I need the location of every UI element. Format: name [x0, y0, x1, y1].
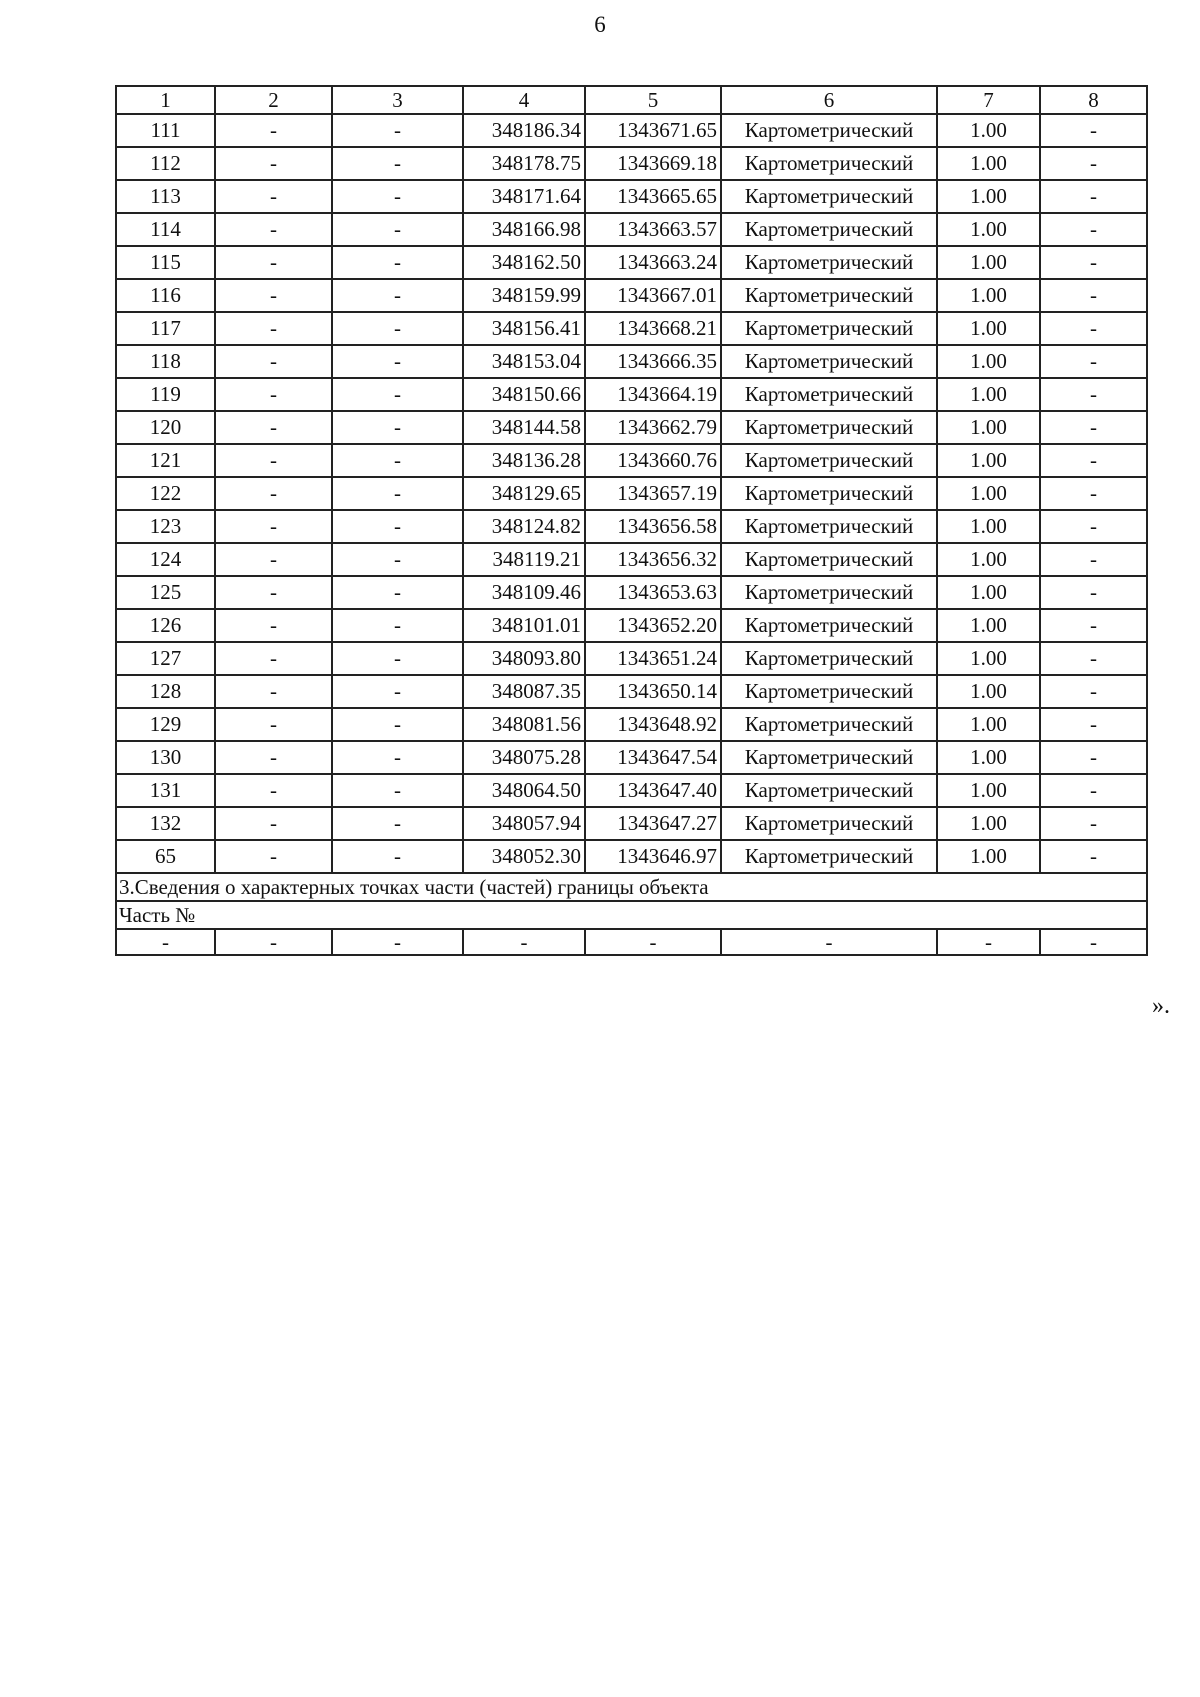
table-cell: - — [1040, 114, 1147, 147]
table-cell: 128 — [116, 675, 215, 708]
table-cell: Картометрический — [721, 147, 937, 180]
closing-quote-mark: ». — [1152, 993, 1170, 1019]
table-cell: 1.00 — [937, 180, 1040, 213]
table-cell: 125 — [116, 576, 215, 609]
table-cell: 123 — [116, 510, 215, 543]
table-row — [116, 741, 1147, 774]
table-cell: 348075.28 — [463, 741, 585, 774]
section-heading-row — [116, 873, 1147, 901]
table-cell: 1343647.27 — [585, 807, 721, 840]
table-cell: 348156.41 — [463, 312, 585, 345]
table-cell: 348109.46 — [463, 576, 585, 609]
table-cell: Картометрический — [721, 576, 937, 609]
table-cell: - — [332, 213, 463, 246]
table-cell: - — [721, 929, 937, 955]
table-cell: 348159.99 — [463, 279, 585, 312]
table-cell: 348171.64 — [463, 180, 585, 213]
table-cell: - — [1040, 411, 1147, 444]
column-header: 1 — [116, 86, 215, 114]
table-cell: 1.00 — [937, 675, 1040, 708]
table-cell: - — [215, 576, 332, 609]
table-cell: - — [1040, 180, 1147, 213]
table-cell: 1.00 — [937, 279, 1040, 312]
table-cell: 348057.94 — [463, 807, 585, 840]
table-row — [116, 279, 1147, 312]
table-cell: - — [332, 345, 463, 378]
table-cell: Картометрический — [721, 675, 937, 708]
table-cell: - — [332, 929, 463, 955]
table-cell: 126 — [116, 609, 215, 642]
table-cell: 1.00 — [937, 444, 1040, 477]
table-cell: Картометрический — [721, 213, 937, 246]
table-cell: Картометрический — [721, 609, 937, 642]
table-cell: 1.00 — [937, 378, 1040, 411]
table-cell: - — [332, 708, 463, 741]
table-cell: - — [332, 411, 463, 444]
table-cell: 1343651.24 — [585, 642, 721, 675]
table-cell: 118 — [116, 345, 215, 378]
table-cell: 348150.66 — [463, 378, 585, 411]
table-cell: 1.00 — [937, 411, 1040, 444]
table-cell: Картометрический — [721, 279, 937, 312]
table-cell: 1343650.14 — [585, 675, 721, 708]
column-header: 3 — [332, 86, 463, 114]
table-cell: 114 — [116, 213, 215, 246]
table-cell: 1.00 — [937, 741, 1040, 774]
table-cell: - — [215, 444, 332, 477]
table-cell: 1.00 — [937, 477, 1040, 510]
table-cell: - — [1040, 279, 1147, 312]
table-cell: 348101.01 — [463, 609, 585, 642]
table-cell: 65 — [116, 840, 215, 873]
table-cell: 129 — [116, 708, 215, 741]
page-number: 6 — [594, 12, 606, 37]
table-cell: - — [116, 929, 215, 955]
table-cell: 1343671.65 — [585, 114, 721, 147]
part-label-row — [116, 901, 1147, 929]
table-cell: - — [1040, 708, 1147, 741]
table-row — [116, 444, 1147, 477]
table-cell: - — [1040, 642, 1147, 675]
table-row — [116, 609, 1147, 642]
table-cell: Картометрический — [721, 774, 937, 807]
table-cell: - — [1040, 675, 1147, 708]
table-cell: - — [215, 345, 332, 378]
table-cell: - — [332, 675, 463, 708]
table-cell: 1343648.92 — [585, 708, 721, 741]
table-row — [116, 147, 1147, 180]
table-row — [116, 411, 1147, 444]
table-cell: - — [1040, 576, 1147, 609]
table-cell: - — [1040, 840, 1147, 873]
table-cell: - — [332, 609, 463, 642]
table-cell: 119 — [116, 378, 215, 411]
table-cell: 1343647.40 — [585, 774, 721, 807]
table-cell: 111 — [116, 114, 215, 147]
table-cell: 1343665.65 — [585, 180, 721, 213]
table-cell: - — [215, 180, 332, 213]
table-cell: 348144.58 — [463, 411, 585, 444]
table-cell: - — [215, 378, 332, 411]
table-cell: 348093.80 — [463, 642, 585, 675]
table-cell: - — [215, 411, 332, 444]
table-cell: 1.00 — [937, 246, 1040, 279]
table-cell: - — [1040, 246, 1147, 279]
table-cell: - — [332, 444, 463, 477]
table-row — [116, 774, 1147, 807]
table-cell: - — [332, 114, 463, 147]
table-cell: - — [215, 510, 332, 543]
column-header: 4 — [463, 86, 585, 114]
table-cell: - — [215, 279, 332, 312]
table-cell: 1343667.01 — [585, 279, 721, 312]
table-cell: - — [332, 576, 463, 609]
table-cell: - — [215, 477, 332, 510]
table-cell: - — [215, 609, 332, 642]
table-cell: - — [215, 213, 332, 246]
table-cell: - — [215, 312, 332, 345]
table-cell: 1.00 — [937, 807, 1040, 840]
table-cell: 348162.50 — [463, 246, 585, 279]
table-row — [116, 114, 1147, 147]
table-cell: - — [332, 180, 463, 213]
table-cell: Картометрический — [721, 510, 937, 543]
table-cell: Картометрический — [721, 642, 937, 675]
table-row — [116, 378, 1147, 411]
table-cell: Картометрический — [721, 180, 937, 213]
table-cell: 1.00 — [937, 114, 1040, 147]
table-cell: 348136.28 — [463, 444, 585, 477]
table-cell: 348052.30 — [463, 840, 585, 873]
table-cell: 348129.65 — [463, 477, 585, 510]
section-heading: 3.Сведения о характерных точках части (частей) границы объекта — [116, 873, 1147, 901]
table-cell: - — [1040, 543, 1147, 576]
table-cell: 348119.21 — [463, 543, 585, 576]
table-row — [116, 675, 1147, 708]
table-cell: 1.00 — [937, 609, 1040, 642]
table-cell: - — [1040, 213, 1147, 246]
table-row — [116, 246, 1147, 279]
table-cell: - — [215, 807, 332, 840]
table-cell: 1.00 — [937, 147, 1040, 180]
table-cell: 348124.82 — [463, 510, 585, 543]
table-cell: - — [332, 774, 463, 807]
table-cell: - — [1040, 477, 1147, 510]
table-cell: - — [215, 543, 332, 576]
table-cell: - — [332, 378, 463, 411]
table-cell: - — [937, 929, 1040, 955]
table-row — [116, 510, 1147, 543]
table-row — [116, 642, 1147, 675]
column-header: 7 — [937, 86, 1040, 114]
table-cell: - — [1040, 807, 1147, 840]
table-cell: 1.00 — [937, 576, 1040, 609]
table-cell: 1.00 — [937, 840, 1040, 873]
table-cell: - — [585, 929, 721, 955]
table-cell: - — [1040, 378, 1147, 411]
table-cell: 122 — [116, 477, 215, 510]
table-cell: 112 — [116, 147, 215, 180]
empty-part-row — [116, 929, 1147, 955]
table-cell: Картометрический — [721, 807, 937, 840]
table-cell: 1343647.54 — [585, 741, 721, 774]
table-cell: 1343664.19 — [585, 378, 721, 411]
table-cell: - — [332, 642, 463, 675]
table-cell: Картометрический — [721, 444, 937, 477]
table-cell: 1343652.20 — [585, 609, 721, 642]
table-cell: Картометрический — [721, 741, 937, 774]
table-cell: - — [1040, 444, 1147, 477]
table-cell: Картометрический — [721, 114, 937, 147]
table-cell: 348087.35 — [463, 675, 585, 708]
table-cell: - — [215, 708, 332, 741]
table-cell: - — [1040, 510, 1147, 543]
column-header: 6 — [721, 86, 937, 114]
table-cell: Картометрический — [721, 840, 937, 873]
table-cell: - — [1040, 147, 1147, 180]
table-cell: 1.00 — [937, 543, 1040, 576]
table-cell: 1.00 — [937, 345, 1040, 378]
table-cell: - — [1040, 609, 1147, 642]
table-cell: 348178.75 — [463, 147, 585, 180]
table-cell: - — [215, 147, 332, 180]
table-cell: 131 — [116, 774, 215, 807]
table-row — [116, 180, 1147, 213]
table-cell: 1.00 — [937, 213, 1040, 246]
table-cell: - — [332, 477, 463, 510]
table-cell: - — [215, 774, 332, 807]
table-cell: 348081.56 — [463, 708, 585, 741]
table-cell: Картометрический — [721, 312, 937, 345]
table-cell: 116 — [116, 279, 215, 312]
table-cell: 1.00 — [937, 642, 1040, 675]
table-cell: 121 — [116, 444, 215, 477]
table-cell: 348166.98 — [463, 213, 585, 246]
table-cell: 113 — [116, 180, 215, 213]
column-header: 8 — [1040, 86, 1147, 114]
table-cell: Картометрический — [721, 708, 937, 741]
table-cell: 1343657.19 — [585, 477, 721, 510]
table-cell: 1343669.18 — [585, 147, 721, 180]
table-cell: - — [463, 929, 585, 955]
table-row — [116, 840, 1147, 873]
table-cell: 1.00 — [937, 708, 1040, 741]
table-body — [116, 86, 1147, 955]
table-cell: 1343662.79 — [585, 411, 721, 444]
column-header: 5 — [585, 86, 721, 114]
table-header-row — [116, 86, 1147, 114]
part-label: Часть № — [116, 901, 1147, 929]
table-cell: - — [215, 246, 332, 279]
table-row — [116, 708, 1147, 741]
table-cell: 1343666.35 — [585, 345, 721, 378]
table-cell: Картометрический — [721, 246, 937, 279]
table-cell: 1343663.57 — [585, 213, 721, 246]
table-cell: 130 — [116, 741, 215, 774]
table-cell: 1343663.24 — [585, 246, 721, 279]
table-cell: Картометрический — [721, 543, 937, 576]
table-cell: 1.00 — [937, 312, 1040, 345]
boundary-points-table — [115, 85, 1148, 956]
table-cell: 115 — [116, 246, 215, 279]
table-cell: - — [1040, 312, 1147, 345]
table-cell: - — [1040, 741, 1147, 774]
table-cell: - — [1040, 774, 1147, 807]
table-cell: 124 — [116, 543, 215, 576]
table-cell: - — [332, 741, 463, 774]
table-cell: - — [1040, 345, 1147, 378]
table-cell: - — [215, 642, 332, 675]
table-cell: 120 — [116, 411, 215, 444]
table-cell: - — [332, 147, 463, 180]
table-cell: - — [215, 929, 332, 955]
table-cell: - — [332, 807, 463, 840]
table-cell: 348186.34 — [463, 114, 585, 147]
table-cell: Картометрический — [721, 378, 937, 411]
table-row — [116, 345, 1147, 378]
table-cell: - — [215, 840, 332, 873]
table-cell: 1343656.32 — [585, 543, 721, 576]
table-cell: - — [332, 840, 463, 873]
table-cell: 1.00 — [937, 774, 1040, 807]
table-cell: - — [332, 543, 463, 576]
table-row — [116, 576, 1147, 609]
column-header: 2 — [215, 86, 332, 114]
table-cell: - — [332, 279, 463, 312]
table-cell: 1343660.76 — [585, 444, 721, 477]
table-cell: 1343646.97 — [585, 840, 721, 873]
table-cell: 117 — [116, 312, 215, 345]
table-row — [116, 807, 1147, 840]
table-cell: - — [332, 246, 463, 279]
table-cell: 1343668.21 — [585, 312, 721, 345]
table-cell: Картометрический — [721, 411, 937, 444]
table-cell: 348153.04 — [463, 345, 585, 378]
table-cell: 1343653.63 — [585, 576, 721, 609]
table-cell: - — [332, 510, 463, 543]
table-row — [116, 312, 1147, 345]
table-cell: - — [215, 741, 332, 774]
table-row — [116, 543, 1147, 576]
table-row — [116, 213, 1147, 246]
table-cell: Картометрический — [721, 477, 937, 510]
table-cell: - — [1040, 929, 1147, 955]
table-cell: 348064.50 — [463, 774, 585, 807]
table-row — [116, 477, 1147, 510]
table-cell: - — [215, 675, 332, 708]
table-cell: 1.00 — [937, 510, 1040, 543]
table-cell: - — [332, 312, 463, 345]
table-cell: 132 — [116, 807, 215, 840]
table-cell: 127 — [116, 642, 215, 675]
table-cell: Картометрический — [721, 345, 937, 378]
table-cell: - — [215, 114, 332, 147]
table-cell: 1343656.58 — [585, 510, 721, 543]
